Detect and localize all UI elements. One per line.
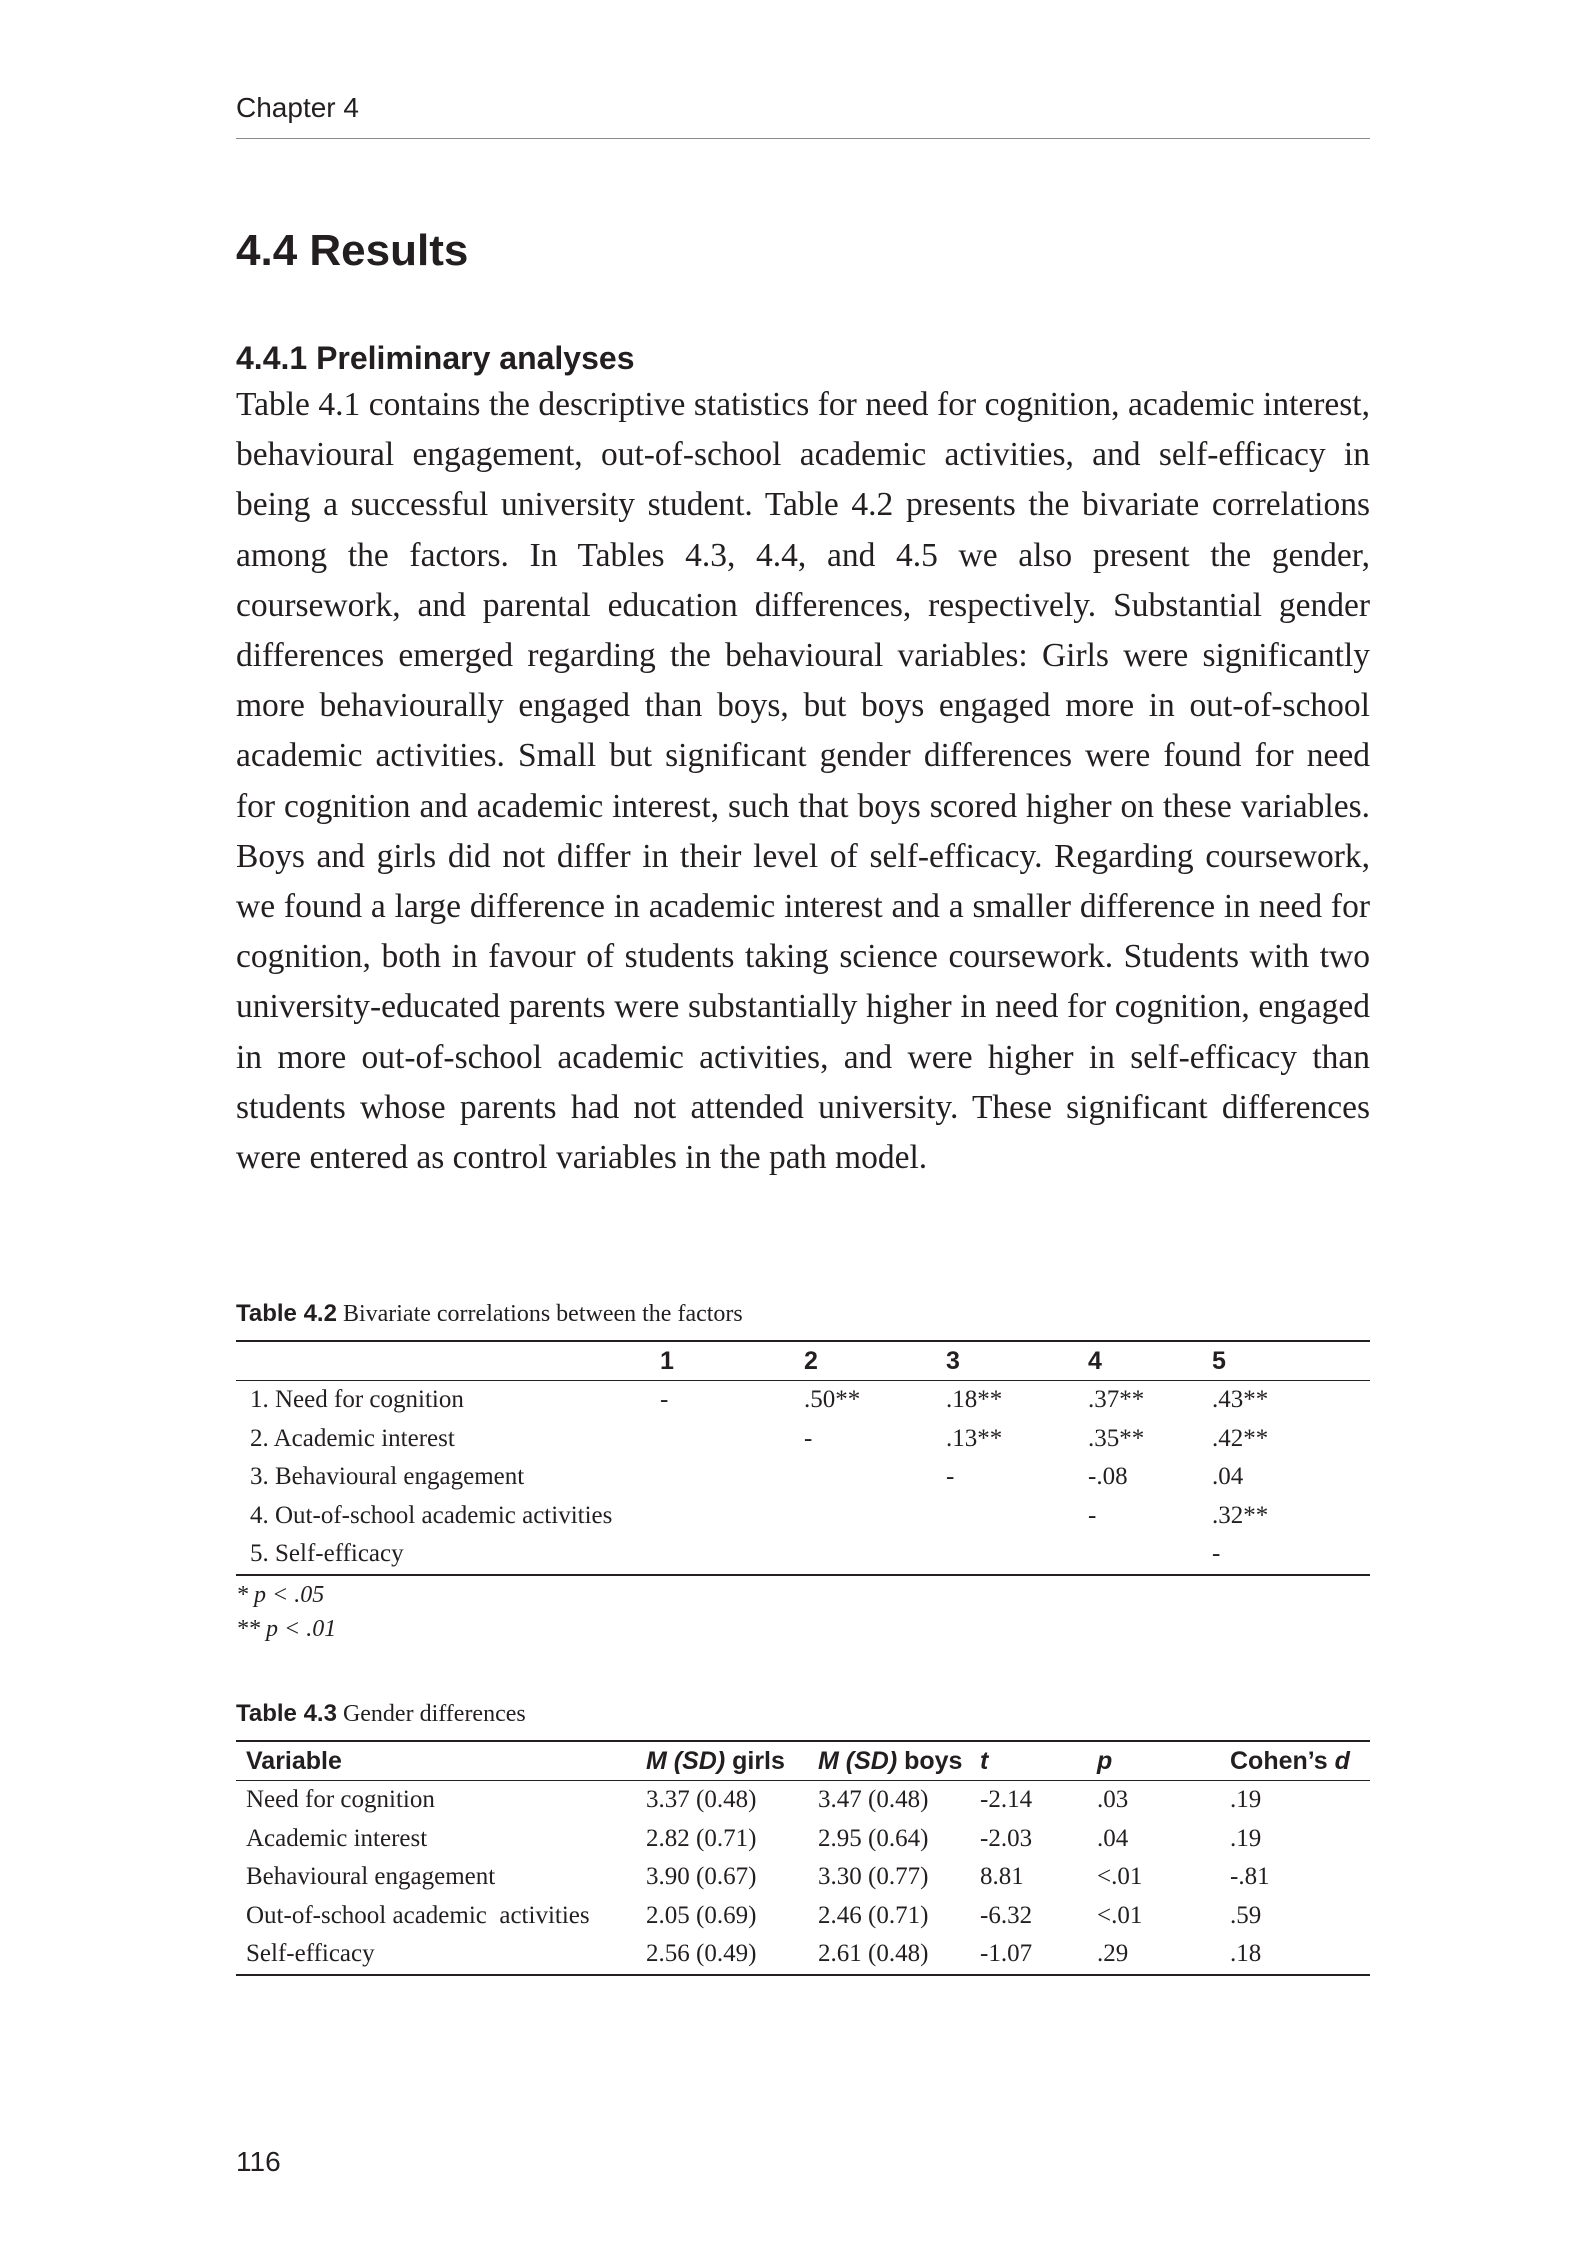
table-cell: .19 <box>1230 1824 1262 1852</box>
significance-note-05: * p < .05 <box>236 1582 325 1608</box>
table-cell: .32** <box>1212 1501 1269 1529</box>
table-cell: 2.46 (0.71) <box>818 1901 929 1929</box>
table-4-2-label: Table 4.2 <box>236 1300 337 1327</box>
table-cell: 3.37 (0.48) <box>646 1786 757 1814</box>
column-header-boys: M (SD) boys <box>818 1741 980 1781</box>
row-label: 2. Academic interest <box>250 1424 455 1452</box>
table-cell <box>804 1535 946 1575</box>
table-cell: 2.82 (0.71) <box>646 1824 757 1852</box>
table-cell <box>660 1535 804 1575</box>
table-row <box>236 1458 1370 1497</box>
column-header-2: 2 <box>804 1341 946 1381</box>
table-cell: .13** <box>946 1424 1003 1452</box>
table-row <box>236 1381 1370 1420</box>
table-cell: .29 <box>1097 1935 1230 1975</box>
table-cell: - <box>1212 1535 1370 1575</box>
column-header-blank <box>236 1341 660 1381</box>
table-cell: .18 <box>1230 1935 1370 1975</box>
table-row <box>236 1781 1370 1820</box>
header-rule <box>236 138 1370 139</box>
column-header-t: t <box>980 1741 1097 1781</box>
table-4-3-caption-text: Gender differences <box>342 1701 526 1727</box>
table-4-3-label: Table 4.3 <box>236 1700 337 1727</box>
table-4-2-caption-text: Bivariate correlations between the factors <box>342 1301 743 1327</box>
subsection-heading: 4.4.1 Preliminary analyses <box>236 340 635 376</box>
page-number: 116 <box>236 2146 281 2177</box>
table-cell <box>1088 1535 1212 1575</box>
table-cell: 3.47 (0.48) <box>818 1786 929 1814</box>
table-cell: - <box>946 1463 955 1491</box>
running-header: Chapter 4 <box>236 92 359 123</box>
table-cell: .42** <box>1212 1424 1269 1452</box>
table-cell: .35** <box>1088 1424 1145 1452</box>
row-label: Out-of-school academic activities <box>246 1901 590 1929</box>
row-label: Behavioural engagement <box>246 1863 496 1891</box>
table-cell: - <box>660 1386 669 1414</box>
table-cell <box>804 1458 946 1497</box>
table-header-row <box>236 1741 1370 1781</box>
table-cell: - <box>804 1424 813 1452</box>
table-cell: .59 <box>1230 1901 1262 1929</box>
table-cell: .04 <box>1097 1824 1129 1852</box>
table-cell: 2.61 (0.48) <box>818 1935 980 1975</box>
table-cell: .18** <box>946 1386 1003 1414</box>
column-header-variable: Variable <box>236 1741 646 1781</box>
table-cell <box>946 1497 1088 1536</box>
column-header-girls: M (SD) girls <box>646 1741 818 1781</box>
table-cell: -6.32 <box>980 1901 1033 1929</box>
table-row <box>236 1535 1370 1575</box>
table-cell: .19 <box>1230 1786 1262 1814</box>
table-row <box>236 1897 1370 1936</box>
table-row <box>236 1497 1370 1536</box>
column-header-p: p <box>1097 1741 1230 1781</box>
body-paragraph: Table 4.1 contains the descriptive statistics for need for cognition, academic interest, behavioural engagement, out-of-school academic activities, and self-efficacy in being a successful university student. Table 4.2 presents the bivariate correlations among the factors. In Tables 4.3, 4.4, and 4.5 we also present the gender, coursework, and parental education differences, respectively. Substantial gender differences emerged regarding the behavioural variables: Girls were significantly more behaviourally engaged than boys, but boys engaged more in out-of-school academic activities. Small but significant gender differences were found for need for cognition and academic interest, such that boys scored higher on these variables. Boys and girls did not differ in their level of self-efficacy. Regarding coursework, we found a large difference in academic interest and a smaller difference in need for cognition, both in favour of students taking science coursework. Students with two university-educated parents were substantially higher in need for cognition, engaged in more out-of-school academic activities, and were higher in self-efficacy than students whose parents had not attended university. These significant differences were entered as control variables in the path model. <box>236 386 1370 1177</box>
row-label: Need for cognition <box>246 1786 435 1814</box>
table-cell: 2.05 (0.69) <box>646 1901 757 1929</box>
significance-note-01: ** p < .01 <box>236 1616 337 1642</box>
row-label: 4. Out-of-school academic activities <box>250 1501 613 1529</box>
column-header-4: 4 <box>1088 1341 1212 1381</box>
table-cell: -2.14 <box>980 1786 1033 1814</box>
row-label: 1. Need for cognition <box>250 1386 464 1414</box>
table-row <box>236 1420 1370 1459</box>
table-row <box>236 1820 1370 1859</box>
table-4-3-caption <box>236 1700 526 1728</box>
table-cell: 2.95 (0.64) <box>818 1824 929 1852</box>
column-header-cohens-d: Cohen’s d <box>1230 1741 1370 1781</box>
table-cell: -2.03 <box>980 1824 1033 1852</box>
table-row <box>236 1858 1370 1897</box>
correlation-table <box>236 1340 1370 1576</box>
table-cell: .43** <box>1212 1386 1269 1414</box>
table-cell: -.08 <box>1088 1463 1128 1491</box>
row-label: 3. Behavioural engagement <box>250 1463 525 1491</box>
table-cell <box>804 1497 946 1536</box>
section-heading: 4.4 Results <box>236 226 469 275</box>
table-cell: -1.07 <box>980 1935 1097 1975</box>
table-cell <box>660 1458 804 1497</box>
table-cell: 2.56 (0.49) <box>646 1935 818 1975</box>
table-cell <box>660 1420 804 1459</box>
table-cell: - <box>1088 1501 1097 1529</box>
column-header-1: 1 <box>660 1341 804 1381</box>
table-cell: 8.81 <box>980 1863 1024 1891</box>
row-label: 5. Self-efficacy <box>236 1535 660 1575</box>
table-4-2-caption <box>236 1300 743 1328</box>
gender-differences-table <box>236 1740 1370 1976</box>
table-row <box>236 1935 1370 1975</box>
table-cell: .03 <box>1097 1786 1129 1814</box>
table-cell: 3.90 (0.67) <box>646 1863 757 1891</box>
column-header-3: 3 <box>946 1341 1088 1381</box>
table-cell: -.81 <box>1230 1863 1270 1891</box>
table-header-row <box>236 1341 1370 1381</box>
table-cell: <.01 <box>1097 1901 1143 1929</box>
table-cell: .37** <box>1088 1386 1145 1414</box>
table-cell: .04 <box>1212 1463 1244 1491</box>
column-header-5: 5 <box>1212 1341 1370 1381</box>
table-cell <box>946 1535 1088 1575</box>
table-cell <box>660 1497 804 1536</box>
row-label: Self-efficacy <box>236 1935 646 1975</box>
table-cell: .50** <box>804 1386 861 1414</box>
table-cell: 3.30 (0.77) <box>818 1863 929 1891</box>
row-label: Academic interest <box>246 1824 428 1852</box>
table-cell: <.01 <box>1097 1863 1143 1891</box>
